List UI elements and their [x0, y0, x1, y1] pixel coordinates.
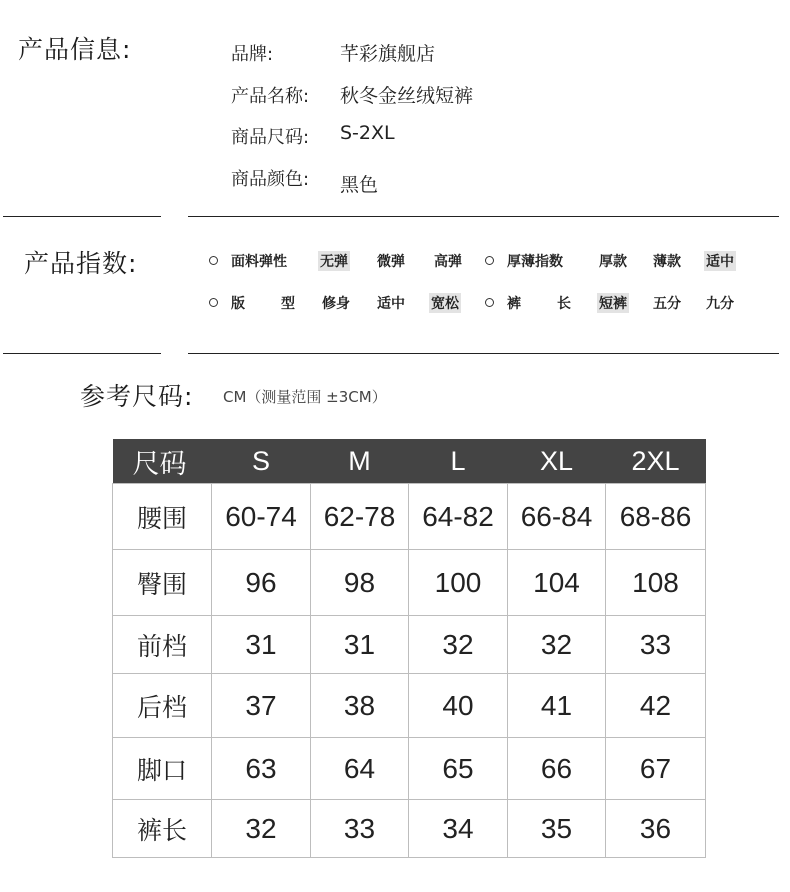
- reference-size-title: 参考尺码:: [80, 382, 194, 411]
- divider-right-2: [188, 353, 779, 354]
- thickness-label: 厚薄指数: [507, 254, 563, 270]
- header-size: 尺码: [113, 439, 212, 484]
- header-2xl: 2XL: [606, 439, 706, 484]
- table-cell: 60-74: [212, 484, 311, 550]
- bullet-circle-icon: [209, 256, 218, 265]
- row-label: 腰围: [113, 484, 212, 550]
- length-option-half: 五分: [653, 296, 681, 312]
- table-row: [113, 616, 706, 674]
- color-label: 商品颜色:: [231, 169, 310, 190]
- table-cell: 108: [606, 550, 706, 616]
- fabric-option-slight-stretch: 微弹: [377, 254, 405, 270]
- table-cell: 63: [212, 738, 311, 800]
- table-cell: 32: [508, 616, 606, 674]
- bullet-circle-icon: [209, 298, 218, 307]
- table-cell: 66: [508, 738, 606, 800]
- color-value: 黑色: [340, 174, 379, 196]
- table-cell: 98: [311, 550, 409, 616]
- header-s: S: [212, 439, 311, 484]
- fit-option-regular: 适中: [377, 296, 405, 312]
- divider-right-1: [188, 216, 779, 217]
- table-cell: 64: [311, 738, 409, 800]
- fit-label-b: 型: [281, 296, 295, 312]
- product-indices-title: 产品指数:: [24, 249, 138, 278]
- table-row: [113, 800, 706, 858]
- fabric-option-high-stretch: 高弹: [434, 254, 462, 270]
- table-cell: 64-82: [409, 484, 508, 550]
- row-label: 臀围: [113, 550, 212, 616]
- size-table-header: [113, 439, 706, 484]
- table-cell: 100: [409, 550, 508, 616]
- table-row: [113, 484, 706, 550]
- row-label: 前档: [113, 616, 212, 674]
- fit-option-slim: 修身: [322, 296, 350, 312]
- thickness-option-medium: 适中: [704, 251, 736, 271]
- header-xl: XL: [508, 439, 606, 484]
- table-cell: 42: [606, 674, 706, 738]
- fit-label-a: 版: [231, 296, 245, 312]
- row-label: 脚口: [113, 738, 212, 800]
- measurement-note: CM（测量范围 ±3CM）: [223, 388, 387, 406]
- brand-label: 品牌:: [231, 44, 274, 65]
- product-info-title: 产品信息:: [18, 35, 132, 64]
- divider-left-2: [3, 353, 161, 354]
- length-option-ninth: 九分: [706, 296, 734, 312]
- table-cell: 35: [508, 800, 606, 858]
- table-cell: 31: [311, 616, 409, 674]
- table-row: [113, 738, 706, 800]
- product-name-value: 秋冬金丝绒短裤: [340, 85, 474, 107]
- divider-left-1: [3, 216, 161, 217]
- length-label-b: 长: [557, 296, 571, 312]
- table-cell: 33: [311, 800, 409, 858]
- table-cell: 41: [508, 674, 606, 738]
- bullet-circle-icon: [485, 256, 494, 265]
- row-label: 后档: [113, 674, 212, 738]
- table-cell: 96: [212, 550, 311, 616]
- table-cell: 40: [409, 674, 508, 738]
- table-cell: 34: [409, 800, 508, 858]
- length-option-shorts: 短裤: [597, 293, 629, 313]
- size-range-value: S-2XL: [340, 122, 395, 144]
- table-cell: 33: [606, 616, 706, 674]
- table-cell: 32: [409, 616, 508, 674]
- table-cell: 65: [409, 738, 508, 800]
- length-label-a: 裤: [507, 296, 521, 312]
- bullet-circle-icon: [485, 298, 494, 307]
- thickness-option-thick: 厚款: [599, 254, 627, 270]
- row-label: 裤长: [113, 800, 212, 858]
- table-cell: 67: [606, 738, 706, 800]
- table-row: [113, 674, 706, 738]
- header-l: L: [409, 439, 508, 484]
- table-row: [113, 550, 706, 616]
- thickness-option-thin: 薄款: [653, 254, 681, 270]
- header-m: M: [311, 439, 409, 484]
- table-cell: 38: [311, 674, 409, 738]
- fabric-elasticity-label: 面料弹性: [231, 254, 287, 270]
- table-cell: 104: [508, 550, 606, 616]
- table-cell: 36: [606, 800, 706, 858]
- table-cell: 62-78: [311, 484, 409, 550]
- table-cell: 32: [212, 800, 311, 858]
- brand-value: 芊彩旗舰店: [340, 43, 436, 65]
- table-cell: 66-84: [508, 484, 606, 550]
- fabric-option-no-stretch: 无弹: [318, 251, 350, 271]
- size-table: [112, 439, 706, 858]
- product-name-label: 产品名称:: [231, 86, 310, 107]
- table-cell: 68-86: [606, 484, 706, 550]
- size-range-label: 商品尺码:: [231, 127, 310, 148]
- table-cell: 31: [212, 616, 311, 674]
- fit-option-loose: 宽松: [429, 293, 461, 313]
- table-cell: 37: [212, 674, 311, 738]
